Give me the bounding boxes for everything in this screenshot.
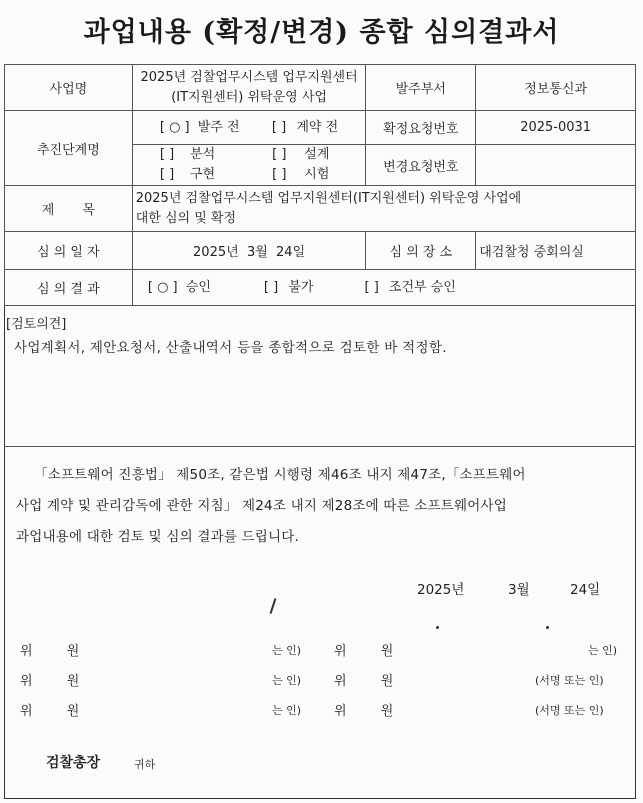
change-req-value bbox=[476, 145, 636, 186]
stage-option-label: 설계 bbox=[304, 147, 330, 162]
date-month: 3월 bbox=[508, 582, 530, 598]
member-sign: 는 인) bbox=[272, 644, 302, 657]
review-opinion-text: 사업계획서, 제안요청서, 산출내역서 등을 종합적으로 검토한 바 적정함. bbox=[14, 340, 447, 356]
stage-option-label: 분석 bbox=[190, 147, 216, 162]
stage-option-label: 계약 전 bbox=[296, 119, 339, 135]
result-option-mark: [ ] bbox=[263, 279, 279, 295]
review-opinion-label: [검토의견] bbox=[6, 317, 67, 332]
member-sign: 는 인) bbox=[588, 644, 618, 657]
legal-line: 「소프트웨어 진흥법」 제50조, 같은법 시행령 제46조 내지 제47조,「소프트웨어 bbox=[34, 467, 526, 483]
member-label: 위 원 bbox=[20, 704, 80, 719]
member-sign: 는 인) bbox=[272, 674, 302, 687]
info-table bbox=[4, 64, 636, 306]
confirm-req-value: 2025-0031 bbox=[476, 111, 636, 145]
member-label: 위 원 bbox=[334, 674, 394, 689]
business-name-label: 사업명 bbox=[5, 65, 133, 111]
member-label: 위 원 bbox=[334, 644, 394, 659]
date-day: 24일 bbox=[570, 582, 601, 598]
date-year: 2025년 bbox=[417, 582, 465, 598]
pen-dot bbox=[546, 626, 549, 629]
stage-option-mark: [ ] bbox=[272, 167, 287, 182]
addressee: 검찰총장 bbox=[46, 755, 101, 771]
result-option-label: 조건부 승인 bbox=[388, 279, 456, 295]
document-title: 과업내용 (확정/변경) 종합 심의결과서 bbox=[83, 17, 560, 48]
legal-statement bbox=[16, 460, 628, 553]
review-place-value: 대검찰청 중회의실 bbox=[476, 232, 636, 270]
business-name-value: 2025년 검찰업무시스템 업무지원센터 (IT지원센터) 위탁운영 사업 bbox=[132, 65, 366, 111]
stage-option-label: 시험 bbox=[304, 167, 330, 182]
legal-line: 과업내용에 대한 검토 및 심의 결과를 드립니다. bbox=[16, 529, 300, 545]
result-option-mark: [ ] bbox=[364, 279, 379, 295]
result-option-label: 불가 bbox=[288, 279, 314, 295]
member-label: 위 원 bbox=[20, 674, 80, 689]
member-label: 위 원 bbox=[20, 644, 80, 659]
member-sign: (서명 또는 인) bbox=[535, 674, 604, 687]
stage-option-mark: [ ○ ] bbox=[159, 119, 190, 135]
pen-dot bbox=[436, 626, 439, 629]
stage-option-label: 발주 전 bbox=[197, 119, 240, 135]
legal-line: 사업 계약 및 관리감독에 관한 지침」 제24조 내지 제28조에 따른 소프트웨어사업 bbox=[16, 498, 507, 514]
ordering-dept-value: 정보통신과 bbox=[476, 65, 636, 111]
ordering-dept-label: 발주부서 bbox=[366, 65, 476, 111]
review-date-label: 심 의 일 자 bbox=[5, 232, 133, 270]
member-sign: (서명 또는 인) bbox=[535, 704, 604, 717]
result-label: 심 의 결 과 bbox=[5, 270, 133, 306]
member-label: 위 원 bbox=[334, 704, 394, 719]
confirm-req-label: 확정요청번호 bbox=[366, 111, 476, 145]
change-req-label: 변경요청번호 bbox=[366, 145, 476, 186]
stage-options-row2 bbox=[132, 145, 366, 186]
review-date-value: 2025년 3월 24일 bbox=[132, 232, 366, 270]
result-option-label: 승인 bbox=[185, 279, 211, 295]
stage-options-row1 bbox=[132, 111, 366, 145]
result-options bbox=[132, 270, 635, 306]
stage-option-mark: [ ] bbox=[271, 119, 287, 135]
review-place-label: 심 의 장 소 bbox=[366, 232, 476, 270]
stage-option-label: 구현 bbox=[190, 167, 216, 182]
stage-option-mark: [ ] bbox=[159, 167, 175, 182]
stage-label: 추진단계명 bbox=[5, 111, 133, 186]
result-option-mark: [ ○ ] bbox=[147, 279, 178, 295]
addressee-suffix: 귀하 bbox=[134, 758, 156, 771]
stage-option-mark: [ ] bbox=[159, 147, 175, 162]
section-divider bbox=[4, 446, 636, 447]
stage-option-mark: [ ] bbox=[272, 147, 287, 162]
member-sign: 는 인) bbox=[272, 704, 302, 717]
subject-label: 제 목 bbox=[5, 186, 133, 232]
subject-value: 2025년 검찰업무시스템 업무지원센터(IT지원센터) 위탁운영 사업에 대한 심의 및 확정 bbox=[132, 186, 635, 232]
